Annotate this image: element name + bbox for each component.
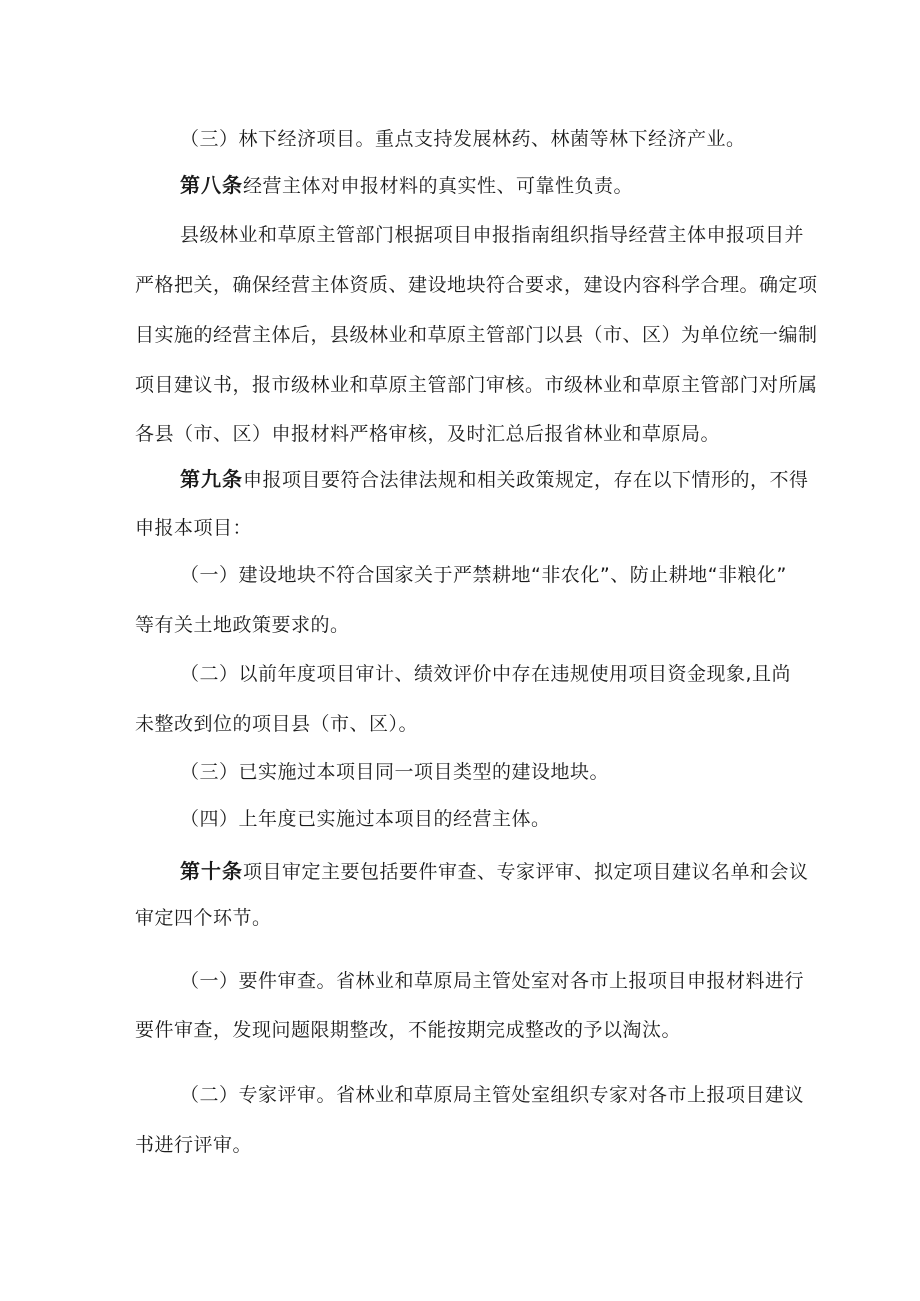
text-line: 等有关土地政策要求的。: [135, 614, 350, 636]
article-text: 项目审定主要包括要件审查、专家评审、拟定项目建议名单和会议: [243, 861, 809, 883]
article-heading: 第八条: [180, 173, 243, 197]
text-line: [180, 855, 809, 884]
text-line: 各县（市、区）申报材料严格审核，及时汇总后报省林业和草原局。: [135, 423, 721, 445]
text-line: （一）要件审查。省林业和草原局主管处室对各市上报项目申报材料进行: [180, 970, 805, 992]
text-line: 要件审查，发现问题限期整改，不能按期完成整改的予以淘汰。: [135, 1019, 682, 1041]
text-line: 项目建议书，报市级林业和草原主管部门审核。市级林业和草原主管部门对所属: [135, 374, 818, 396]
text-line: （三）林下经济项目。重点支持发展林药、林菌等林下经济产业。: [180, 128, 746, 150]
text-line: （一）建设地块不符合国家关于严禁耕地“非农化”、防止耕地“非粮化”: [180, 564, 787, 586]
text-line: 申报本项目：: [135, 517, 253, 539]
text-line: （三）已实施过本项目同一项目类型的建设地块。: [180, 761, 610, 783]
text-line: 严格把关，确保经营主体资质、建设地块符合要求，建设内容科学合理。确定项: [135, 274, 818, 296]
text-line: 未整改到位的项目县（市、区）。: [135, 713, 419, 735]
text-line: （二）以前年度项目审计、绩效评价中存在违规使用项目资金现象,且尚: [180, 663, 792, 685]
text-line: （四）上年度已实施过本项目的经营主体。: [180, 808, 551, 830]
text-line: [180, 169, 633, 198]
text-line: （二）专家评审。省林业和草原局主管处室组织专家对各市上报项目建议: [180, 1084, 805, 1106]
text-line: [180, 463, 809, 492]
article-text: 经营主体对申报材料的真实性、可靠性负责。: [243, 175, 634, 197]
text-line: 审定四个环节。: [135, 907, 272, 929]
article-text: 申报项目要符合法律法规和相关政策规定，存在以下情形的，不得: [243, 469, 809, 491]
article-heading: 第九条: [180, 467, 243, 491]
article-heading: 第十条: [180, 859, 243, 883]
text-line: 县级林业和草原主管部门根据项目申报指南组织指导经营主体申报项目并: [180, 224, 805, 246]
text-line: 书进行评审。: [135, 1134, 253, 1156]
text-line: 目实施的经营主体后，县级林业和草原主管部门以县（市、区）为单位统一编制: [135, 324, 818, 346]
